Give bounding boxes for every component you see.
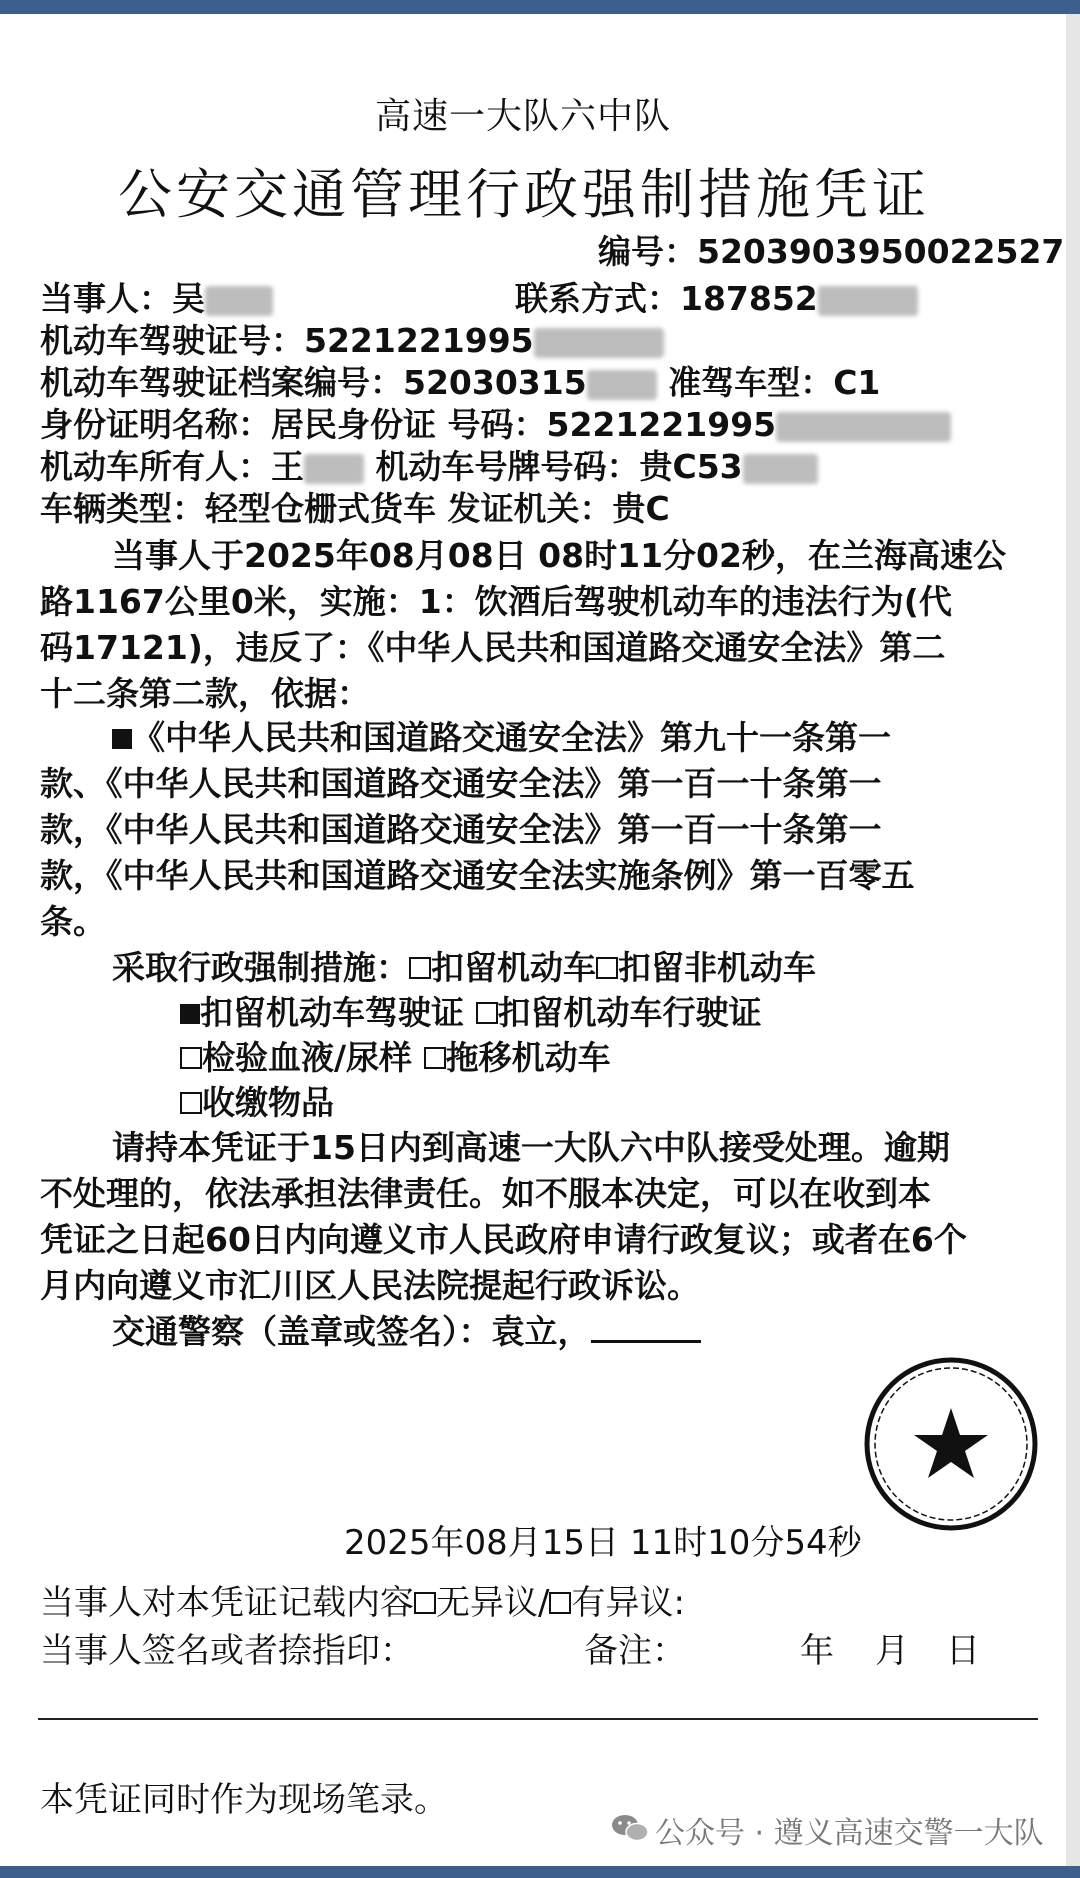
issue-datetime: 2025年08月15日 11时10分54秒 (344, 1523, 862, 1563)
measure-option: 扣留机动车驾驶证 (200, 993, 464, 1032)
redacted-block (776, 412, 951, 442)
owner-label: 机动车所有人： (40, 447, 271, 486)
divider (38, 1718, 1038, 1720)
year-label: 年 (800, 1631, 834, 1671)
redacted-block (587, 370, 657, 400)
archive-row (40, 357, 880, 404)
officer-name: 袁立， (491, 1312, 591, 1351)
measure-option: 扣留机动车 (431, 948, 596, 987)
wechat-icon (610, 1812, 650, 1844)
issuer-label: 发证机关： (447, 489, 613, 528)
signature-row (40, 1623, 414, 1672)
party-row (40, 273, 273, 320)
measures-label: 采取行政强制措施： (112, 948, 409, 987)
signature-label: 当事人签名或者捺指印： (40, 1631, 414, 1671)
measure-option: 检验血液/尿样 (202, 1038, 413, 1077)
measures-row (180, 987, 762, 1034)
objection-option: 有异议: (571, 1583, 685, 1623)
month-label: 月 (875, 1631, 909, 1671)
filled-checkbox-icon (112, 729, 132, 749)
plate-value: 贵C53 (639, 447, 743, 486)
id-number-value: 5221221995 (546, 405, 777, 444)
contact-row (515, 273, 918, 320)
no-objection-option: 无异议/ (436, 1583, 550, 1623)
document-number (598, 226, 1064, 273)
measures-row (112, 942, 816, 989)
empty-checkbox-icon (549, 1592, 571, 1614)
license-label: 机动车驾驶证号： (40, 321, 304, 360)
notice-line: 请持本凭证于15日内到高速一大队六中队接受处理。逾期 (112, 1128, 950, 1167)
owner-row (40, 441, 818, 488)
basis-line: 《中华人民共和国道路交通安全法》第九十一条第一 (112, 712, 891, 759)
license-row (40, 315, 664, 362)
redacted-block (304, 454, 364, 484)
top-frame-bar (0, 0, 1080, 14)
footer-note: 本凭证同时作为现场笔录。 (40, 1780, 448, 1820)
measure-option: 扣留非机动车 (618, 948, 816, 987)
owner-value: 王 (271, 447, 304, 486)
watermark-text: 公众号 · 遵义高速交警一大队 (655, 1816, 1044, 1851)
id-row (40, 399, 951, 446)
redacted-block (818, 286, 918, 316)
day-label: 日 (946, 1631, 980, 1671)
notice-line: 月内向遵义市汇川区人民法院提起行政诉讼。 (40, 1266, 700, 1305)
unit-name: 高速一大队六中队 (375, 96, 672, 137)
basis-line: 款，《中华人民共和国道路交通安全法实施条例》第一百零五 (40, 856, 915, 895)
signature-underline (591, 1336, 701, 1343)
license-value: 5221221995 (304, 321, 534, 360)
issuer-value: 贵C (612, 489, 670, 528)
empty-checkbox-icon (409, 957, 431, 979)
contact-value: 187852 (680, 279, 818, 318)
violation-line: 路1167公里0米，实施：1：饮酒后驾驶机动车的违法行为(代 (40, 582, 952, 621)
measure-option: 收缴物品 (202, 1083, 334, 1122)
empty-checkbox-icon (180, 1092, 202, 1114)
contact-label: 联系方式： (515, 279, 680, 318)
notice-line: 凭证之日起60日内向遵义市人民政府申请行政复议；或者在6个 (40, 1220, 967, 1259)
violation-line: 码17121)，违反了：《中华人民共和国道路交通安全法》第二 (40, 628, 946, 667)
party-name-value: 吴 (172, 279, 205, 318)
vehicle-class-label: 准驾车型： (668, 363, 834, 402)
vehicle-class-value: C1 (833, 363, 881, 402)
redacted-block (534, 328, 664, 358)
id-type-label: 身份证明名称： (40, 405, 271, 444)
basis-line: 款、《中华人民共和国道路交通安全法》第一百一十条第一 (40, 764, 882, 803)
plate-label: 机动车号牌号码： (375, 447, 640, 486)
vehicle-type-value: 轻型仓栅式货车 (205, 489, 436, 528)
empty-checkbox-icon (424, 1047, 446, 1069)
basis-line: 条。 (40, 902, 106, 941)
redacted-block (743, 454, 818, 484)
vehicle-type-label: 车辆类型： (40, 489, 205, 528)
official-seal (862, 1355, 1040, 1533)
violation-line: 十二条第二款，依据： (40, 674, 370, 713)
remark-label: 备注： (584, 1631, 686, 1671)
number-value: 5203903950022527 (697, 232, 1065, 271)
number-label: 编号： (598, 232, 697, 271)
archive-label: 机动车驾驶证档案编号： (40, 363, 403, 402)
redacted-block (205, 286, 273, 316)
party-name-label: 当事人： (40, 279, 172, 318)
empty-checkbox-icon (414, 1592, 436, 1614)
officer-label: 交通警察（盖章或签名）： (112, 1312, 492, 1351)
measure-option: 拖移机动车 (445, 1038, 611, 1077)
measures-row (180, 1077, 334, 1124)
empty-checkbox-icon (596, 957, 618, 979)
empty-checkbox-icon (476, 1002, 498, 1024)
officer-row (112, 1306, 701, 1353)
measures-row (180, 1032, 611, 1079)
confirm-prefix: 当事人对本凭证记载内容 (40, 1583, 414, 1623)
filled-checkbox-icon (180, 1004, 200, 1024)
star-icon (914, 1408, 988, 1478)
vehicle-type-row (40, 483, 670, 530)
id-type-value: 居民身份证 (271, 405, 436, 444)
notice-line: 不处理的，依法承担法律责任。如不服本决定，可以在收到本 (40, 1174, 931, 1213)
measure-option: 扣留机动车行驶证 (497, 993, 762, 1032)
archive-value: 52030315 (403, 363, 587, 402)
basis-line: 款，《中华人民共和国道路交通安全法》第一百一十条第一 (40, 810, 882, 849)
id-number-label: 号码： (447, 405, 547, 444)
right-frame-edge (1066, 14, 1080, 1866)
violation-line: 当事人于2025年08月08日 08时11分02秒，在兰海高速公 (112, 536, 1006, 575)
confirm-row (40, 1575, 685, 1624)
bottom-frame-bar (0, 1866, 1080, 1878)
empty-checkbox-icon (180, 1047, 202, 1069)
document-title: 公安交通管理行政强制措施凭证 (118, 163, 930, 226)
